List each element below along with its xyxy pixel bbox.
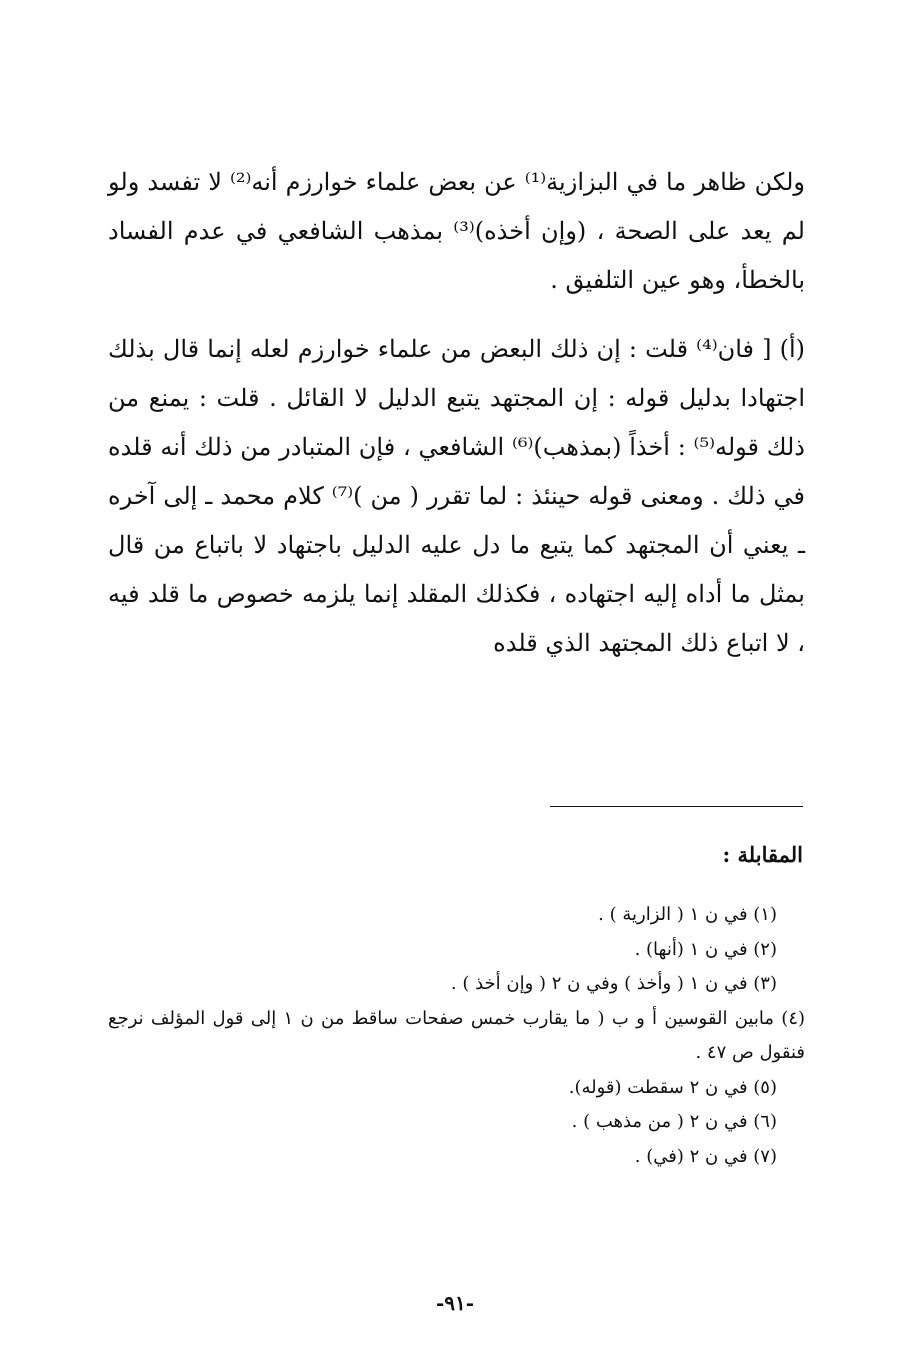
footnote-separator (550, 806, 803, 807)
footnote-4: (٤) مابين القوسين أ و ب ( ما يقارب خمس صفحات ساقط من ن ١ إلى قول المؤلف نرجع فنقول ص ٤٧ . (108, 1007, 806, 1063)
page-number: -٩١- (435, 1291, 475, 1315)
footnotes-heading: المقابلة : (722, 842, 803, 867)
main-text (108, 158, 805, 668)
footnote-6: (٦) في ن ٢ ( من مذهب ) . (571, 1111, 777, 1132)
footnote-2: (٢) في ن ١ (أنها) . (634, 938, 777, 960)
footnote-5: (٥) في ن ٢ سقطت (قوله). (568, 1076, 777, 1098)
footnotes-list (108, 898, 805, 1174)
paragraph-1: ولكن ظاهر ما في البزازية⁽¹⁾ عن بعض علماء خوارزم أنه⁽²⁾ لا تفسد ولو لم يعد على الصحة ، (وإن أخذه)⁽³⁾ بمذهب الشافعي في عدم الفساد بالخطأ، وهو عين التلفيق . (108, 168, 806, 294)
footnote-1: (١) في ن ١ ( الزارية ) . (598, 904, 777, 925)
footnote-3: (٣) في ن ١ ( وأخذ ) وفي ن ٢ ( وإن أخذ ) . (450, 973, 777, 994)
footnote-7: (٧) في ن ٢ (في) . (634, 1145, 777, 1167)
paragraph-2: (أ) [ فان⁽⁴⁾ قلت : إن ذلك البعض من علماء خوارزم لعله إنما قال بذلك اجتهادا بدليل قوله : إن المجتهد يتبع الدليل لا القائل . قلت : يمنع من ذلك قوله⁽⁵⁾ : أخذاً (بمذهب)⁽⁶⁾ الشافعي ، فإن المتبادر من ذلك أنه قلده في ذلك . ومعنى قوله حينئذ : لما تقرر ( من )⁽⁷⁾ كلام محمد ـ إلى آخره ـ يعني أن المجتهد كما يتبع ما دل عليه الدليل باجتهاد لا باتباع من قال بمثل ما أداه إليه اجتهاده ، فكذلك المقلد إنما يلزمه خصوص ما قلد فيه ، لا اتباع ذلك المجتهد الذي قلده (108, 335, 805, 657)
